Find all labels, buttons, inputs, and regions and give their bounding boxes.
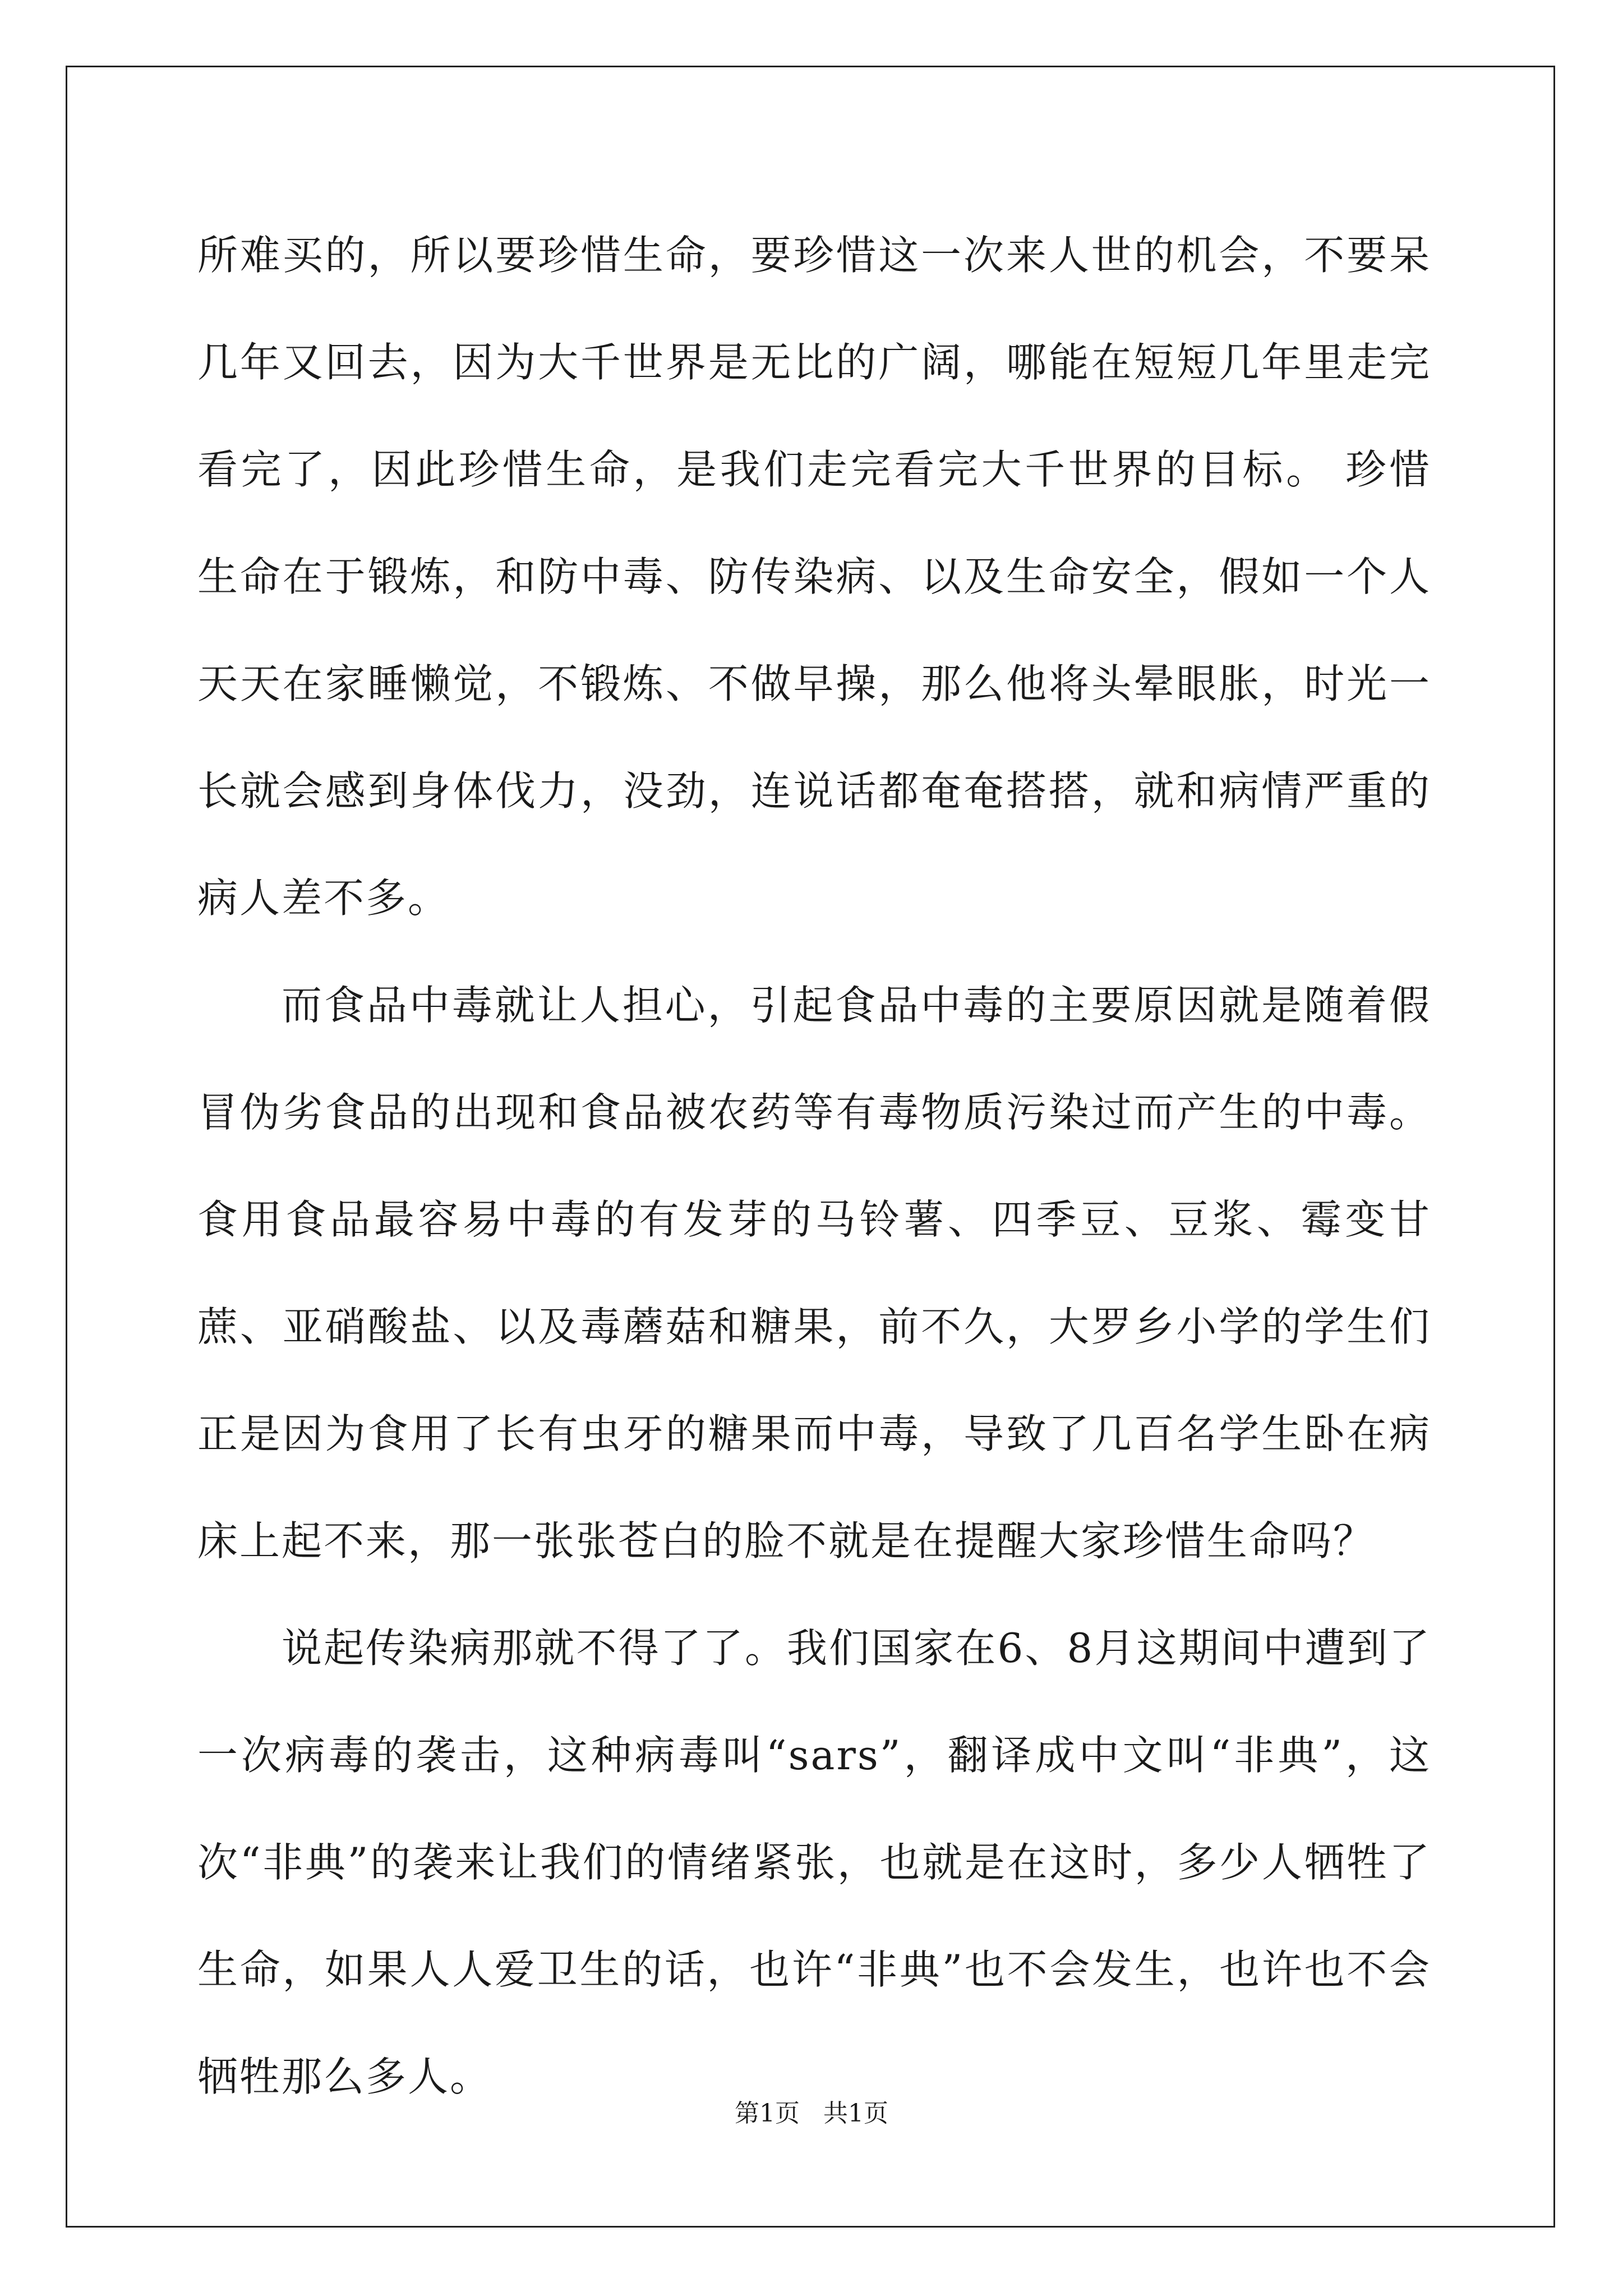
paragraph-3: 说起传染病那就不得了了。我们国家在6、8月这期间中遭到了一次病毒的袭击，这种病毒叫“sars”，翻译成中文叫“非典”，这次“非典”的袭来让我们的情绪紧张，也就是在这时，多少人牺牲了生命，如果人人爱卫生的话，也许“非典”也不会发生，也许也不会牺牲那么多人。 <box>197 1625 1431 2100</box>
page-footer <box>0 2097 1623 2131</box>
page-total: 共1页 <box>823 2099 888 2128</box>
paragraph-1: 所难买的，所以要珍惜生命，要珍惜这一次来人世的机会，不要呆几年又回去，因为大千世界是无比的广阔，哪能在短短几年里走完看完了，因此珍惜生命，是我们走完看完大千世界的目标。 珍惜生命在于锻炼，和防中毒、防传染病、以及生命安全，假如一个人天天在家睡懒觉，不锻炼、不做早操，那么他将头晕眼胀，时光一长就会感到身体伐力，没劲，连说话都奄奄搭搭，就和病情严重的病人差不多。 <box>197 232 1431 922</box>
page-number: 第1页 <box>735 2099 800 2128</box>
document-body <box>197 202 1431 2131</box>
paragraph-2: 而食品中毒就让人担心，引起食品中毒的主要原因就是随着假冒伪劣食品的出现和食品被农药等有毒物质污染过而产生的中毒。食用食品最容易中毒的有发芽的马铃薯、四季豆、豆浆、霉变甘蔗、亚硝酸盐、以及毒蘑菇和糖果，前不久，大罗乡小学的学生们正是因为食用了长有虫牙的糖果而中毒，导致了几百名学生卧在病床上起不来，那一张张苍白的脸不就是在提醒大家珍惜生命吗？ <box>197 982 1431 1565</box>
